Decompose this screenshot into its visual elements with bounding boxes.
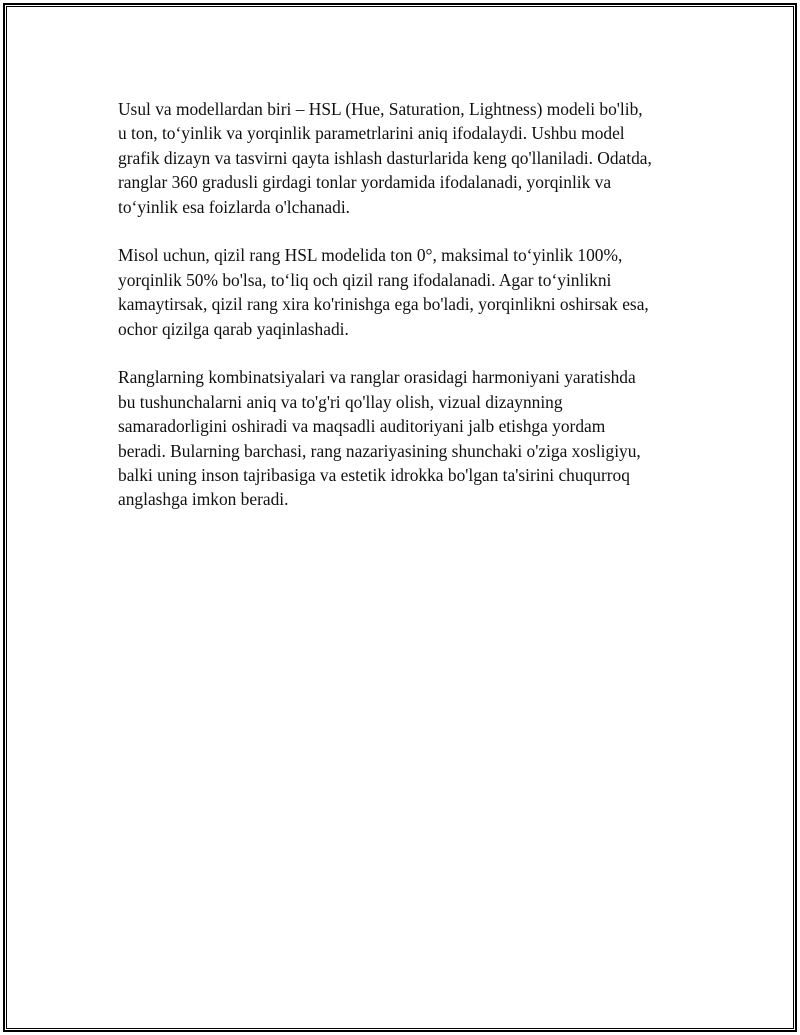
page-border bbox=[3, 3, 797, 1032]
text-line: ranglar 360 gradusli girdagi tonlar yordamida ifodalanadi, yorqinlik va bbox=[118, 172, 612, 193]
text-line: yorqinlik 50% bo'lsa, to‘liq och qizil rang ifodalanadi. Agar to‘yinlikni bbox=[118, 269, 612, 290]
paragraph-red-example bbox=[118, 243, 703, 341]
text-line: balki uning inson tajribasiga va estetik idrokka bo'lgan ta'sirini chuqurroq bbox=[118, 465, 630, 486]
text-line: anglashga imkon beradi. bbox=[118, 489, 289, 510]
text-line: to‘yinlik esa foizlarda o'lchanadi. bbox=[118, 196, 351, 217]
text-line: u ton, to‘yinlik va yorqinlik parametrlarini aniq ifodalaydi. Ushbu model bbox=[118, 123, 625, 144]
text-line: Misol uchun, qizil rang HSL modelida ton 0°, maksimal to‘yinlik 100%, bbox=[118, 245, 623, 266]
text-line: ochor qizilga qarab yaqinlashadi. bbox=[118, 318, 349, 339]
text-line: kamaytirsak, qizil rang xira ko'rinishga ega bo'ladi, yorqinlikni oshirsak esa, bbox=[118, 294, 649, 315]
paragraph-color-harmony bbox=[118, 365, 703, 511]
text-line: beradi. Bularning barchasi, rang nazariyasining shunchaki o'ziga xosligiyu, bbox=[118, 440, 641, 461]
text-line: samaradorligini oshiradi va maqsadli auditoriyani jalb etishga yordam bbox=[118, 416, 606, 437]
text-line: bu tushunchalarni aniq va to'g'ri qo'llay olish, vizual dizaynning bbox=[118, 391, 563, 412]
document-body bbox=[118, 97, 703, 536]
text-line: grafik dizayn va tasvirni qayta ishlash dasturlarida keng qo'llaniladi. Odatda, bbox=[118, 147, 652, 168]
text-line: Ranglarning kombinatsiyalari va ranglar orasidagi harmoniyani yaratishda bbox=[118, 367, 636, 388]
paragraph-hsl-intro bbox=[118, 97, 703, 219]
text-line: Usul va modellardan biri – HSL (Hue, Saturation, Lightness) modeli bo'lib, bbox=[118, 99, 643, 119]
